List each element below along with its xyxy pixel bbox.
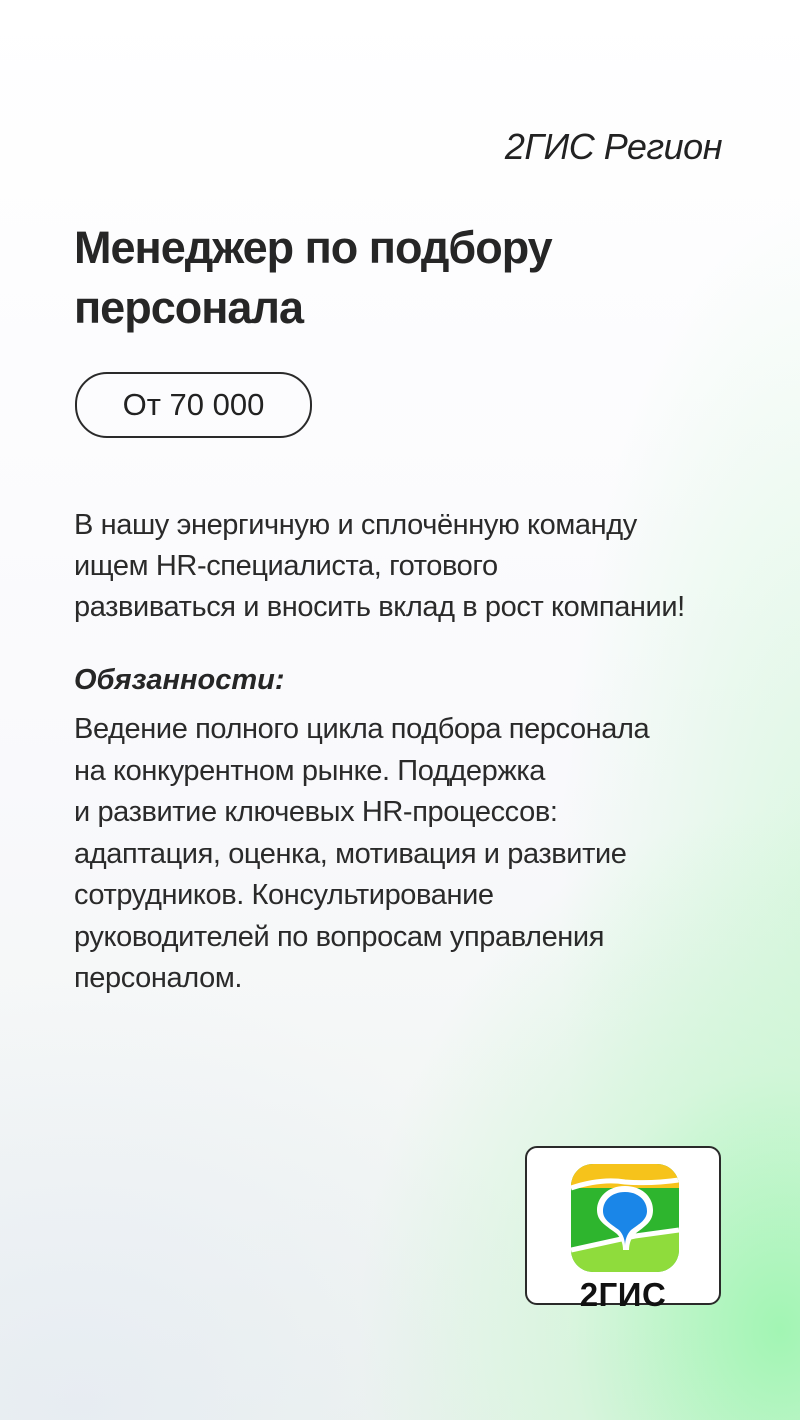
vacancy-title-line: Менеджер по подбору	[74, 222, 552, 273]
intro-line: ищем HR-специалиста, готового	[74, 550, 498, 582]
brand-label: 2ГИС Регион	[504, 126, 722, 167]
intro-line: развиваться и вносить вклад в рост компании!	[74, 591, 685, 623]
vacancy-title-line: персонала	[74, 282, 304, 333]
duties-line: и развитие ключевых HR-процессов:	[74, 796, 558, 828]
intro-text	[74, 505, 789, 628]
duties-line: сотрудников. Консультирование	[74, 879, 494, 911]
intro-line: В нашу энергичную и сплочённую команду	[74, 509, 637, 541]
duties-line: на конкурентном рынке. Поддержка	[74, 754, 545, 787]
duties-heading: Обязанности:	[74, 664, 285, 696]
duties-line: адаптация, оценка, мотивация и развитие	[74, 837, 627, 870]
vacancy-title	[74, 218, 694, 338]
salary-badge: От 70 000	[75, 372, 312, 438]
logo-card	[525, 1146, 721, 1313]
2gis-logo-icon	[571, 1164, 679, 1272]
duties-line: руководителей по вопросам управления	[74, 920, 605, 953]
duties-text	[74, 709, 774, 1000]
duties-line: персоналом.	[74, 962, 243, 994]
logo-text: 2ГИС	[579, 1276, 667, 1313]
duties-line: Ведение полного цикла подбора персонала	[74, 713, 650, 745]
